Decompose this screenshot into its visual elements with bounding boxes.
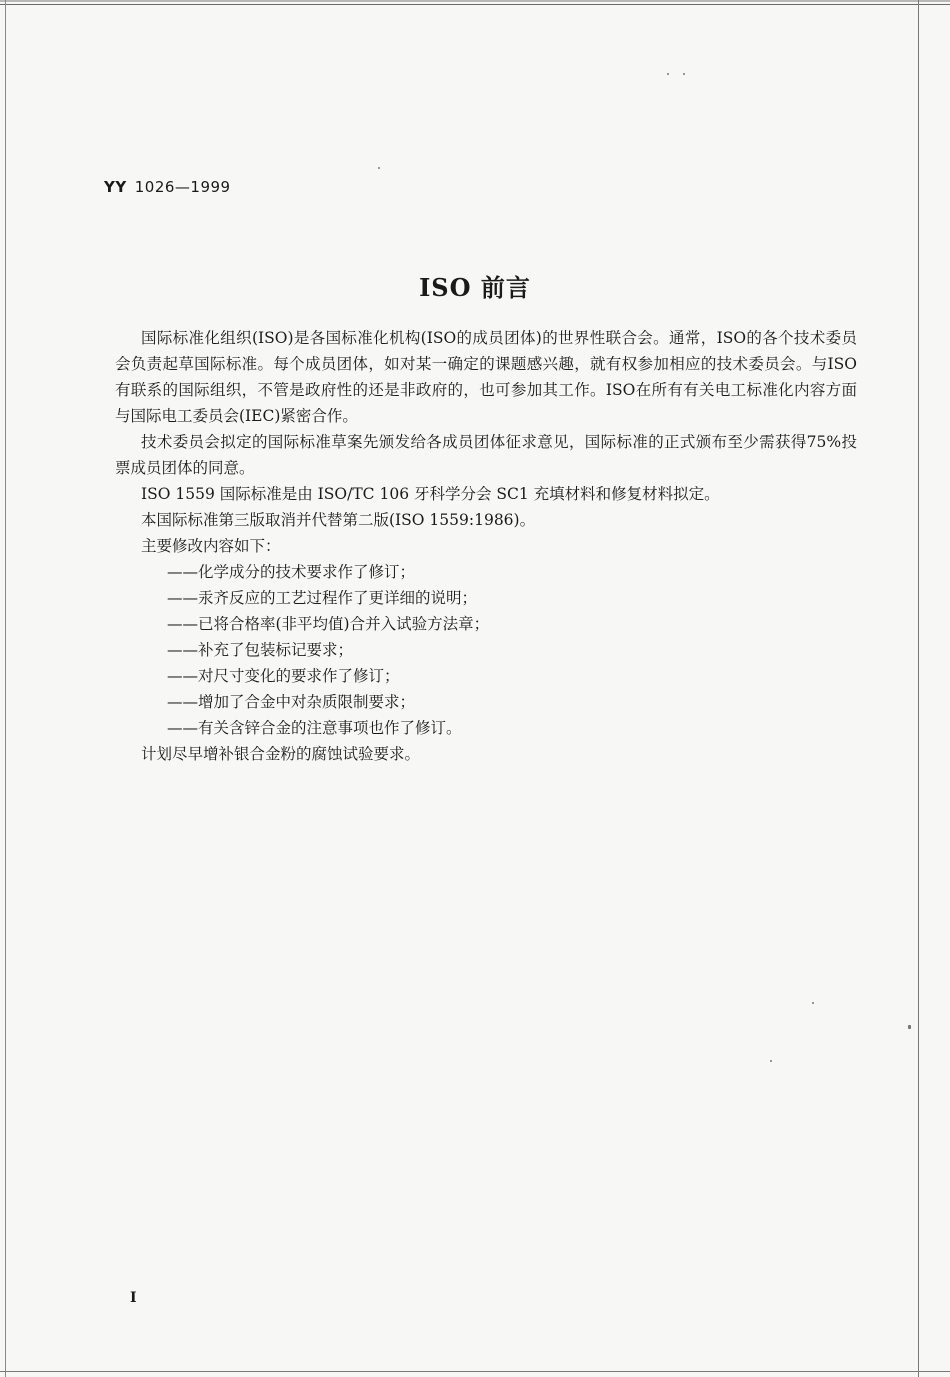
scan-border-top-shadow bbox=[0, 0, 950, 2]
page-number: I bbox=[130, 1290, 137, 1306]
change-item: ——化学成分的技术要求作了修订； bbox=[167, 563, 416, 581]
scan-speck bbox=[378, 167, 380, 169]
standard-code-prefix: YY bbox=[104, 178, 127, 196]
paragraph-changes-intro: 主要修改内容如下： bbox=[141, 537, 281, 555]
paragraph-voting: 技术委员会拟定的国际标准草案先颁发给各成员团体征求意见，国际标准的正式颁布至少需获得75%投票成员团体的同意。 bbox=[115, 433, 857, 477]
scan-border-right bbox=[918, 0, 919, 1377]
scan-border-left bbox=[5, 0, 6, 1377]
scan-speck bbox=[770, 1060, 772, 1062]
scan-border-top bbox=[0, 4, 950, 5]
standard-code bbox=[104, 178, 231, 196]
change-item: ——补充了包装标记要求； bbox=[167, 641, 354, 659]
paragraph-closing: 计划尽早增补银合金粉的腐蚀试验要求。 bbox=[141, 745, 421, 763]
scan-speck bbox=[667, 73, 669, 75]
document-body bbox=[115, 325, 857, 767]
change-item: ——对尺寸变化的要求作了修订； bbox=[167, 667, 400, 685]
page-title: ISO 前言 bbox=[419, 273, 531, 302]
change-item: ——已将合格率(非平均值)合并入试验方法章； bbox=[167, 615, 490, 633]
scan-speck bbox=[683, 73, 685, 75]
paragraph-edition: 本国际标准第三版取消并代替第二版(ISO 1559:1986)。 bbox=[141, 511, 536, 529]
standard-code-number: 1026—1999 bbox=[134, 178, 231, 196]
scan-speck bbox=[908, 1025, 911, 1029]
change-item: ——汞齐反应的工艺过程作了更详细的说明； bbox=[167, 589, 478, 607]
change-item: ——增加了合金中对杂质限制要求； bbox=[167, 693, 416, 711]
change-item: ——有关含锌合金的注意事项也作了修订。 bbox=[167, 719, 462, 737]
paragraph-drafting-committee: ISO 1559 国际标准是由 ISO/TC 106 牙科学分会 SC1 充填材料和修复材料拟定。 bbox=[141, 485, 720, 503]
paragraph-iso-intro: 国际标准化组织(ISO)是各国标准化机构(ISO的成员团体)的世界性联合会。通常，ISO的各个技术委员会负责起草国际标准。每个成员团体，如对某一确定的课题感兴趣，就有权参加相应的技术委员会。与ISO有联系的国际组织，不管是政府性的还是非政府的，也可参加其工作。ISO在所有有关电工标准化内容方面与国际电工委员会(IEC)紧密合作。 bbox=[115, 329, 857, 425]
scan-border-bottom bbox=[0, 1371, 950, 1372]
scan-speck bbox=[812, 1002, 814, 1004]
